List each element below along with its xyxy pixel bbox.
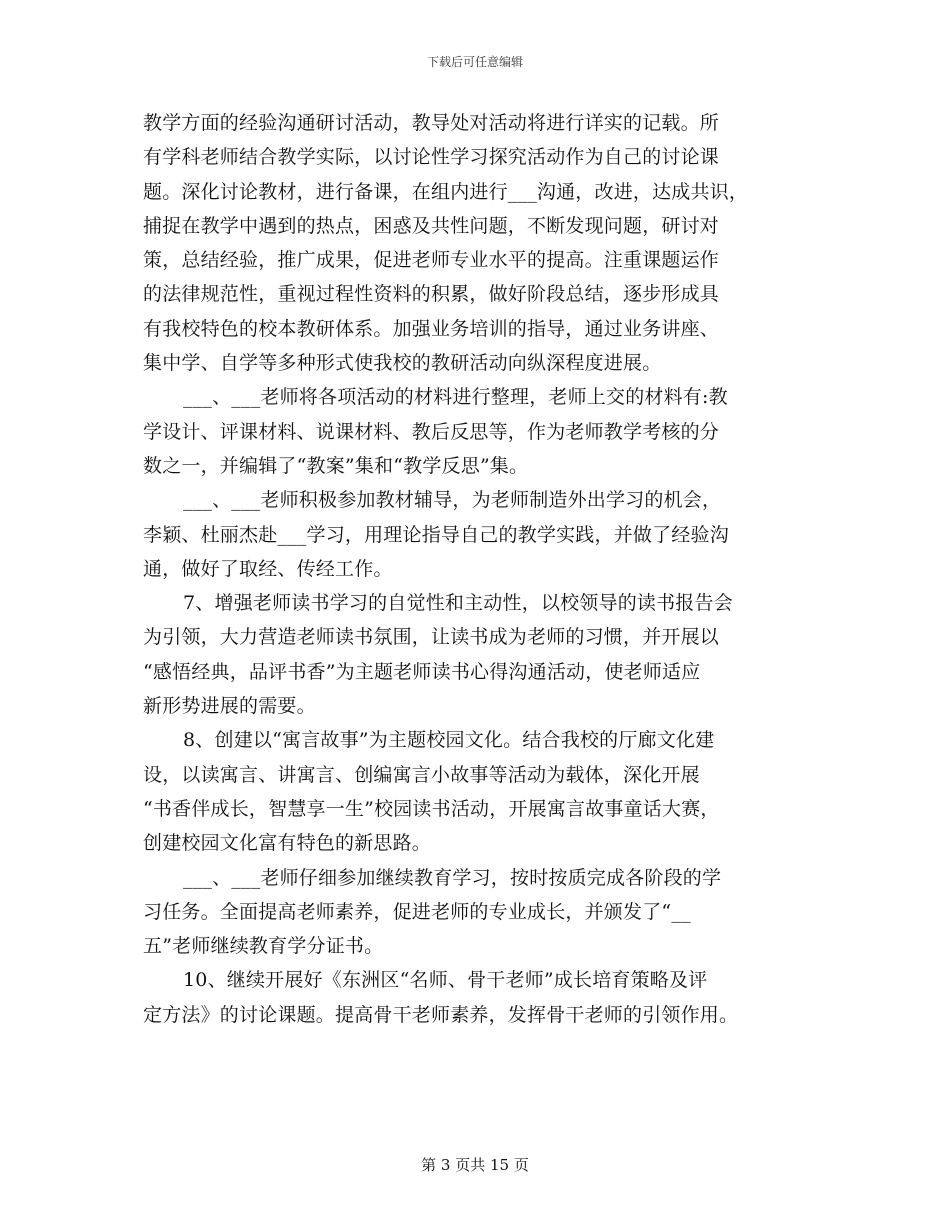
text-line: 教学方面的经验沟通研讨活动，教导处对活动将进行详实的记载。所: [143, 112, 720, 134]
text-line: 的法律规范性，重视过程性资料的积累，做好阶段总结，逐步形成具: [143, 283, 720, 306]
paragraph-start-line: 8、创建以“寓言故事”为主题校园文化。结合我校的厅廊文化建: [183, 729, 715, 752]
text-line: “书香伴成长，智慧享一生”校园读书活动，开展寓言故事童话大赛，: [143, 797, 720, 820]
text-line: 学设计、评课材料、说课材料、教后反思等，作为老师教学考核的分: [143, 420, 720, 443]
paragraph-start-line: 7、增强老师读书学习的自觉性和主动性，以校领导的读书报告会: [183, 592, 733, 615]
text-line: 有我校特色的校本教研体系。加强业务培训的指导，通过业务讲座、: [143, 317, 720, 340]
page-number: 第 3 页共 15 页: [421, 1156, 529, 1174]
paragraph-start-line: 10、继续开展好《东洲区“名师、骨干老师”成长培育策略及评: [183, 969, 708, 992]
paragraph-start-line: ___、___老师仔细参加继续教育学习，按时按质完成各阶段的学: [183, 866, 722, 889]
text-line: 定方法》的讨论课题。提高骨干老师素养，发挥骨干老师的引领作用。: [143, 1003, 739, 1026]
text-line: 五”老师继续教育学分证书。: [143, 935, 384, 958]
text-line: 题。深化讨论教材，进行备课，在组内进行___沟通，改进，达成共识，: [143, 180, 749, 203]
text-line: 通，做好了取经、传经工作。: [143, 557, 393, 580]
text-line: 李颖、杜丽杰赴___学习，用理论指导自己的教学实践，并做了经验沟: [143, 523, 729, 546]
text-line: 创建校园文化富有特色的新思路。: [143, 832, 432, 855]
text-line: 集中学、自学等多种形式使我校的教研活动向纵深程度进展。: [143, 352, 662, 375]
paragraph-start-line: ___、___老师积极参加教材辅导，为老师制造外出学习的机会，: [183, 489, 722, 512]
text-line: 有学科老师结合教学实际，以讨论性学习探究活动作为自己的讨论课: [143, 146, 720, 169]
document-body: [143, 106, 833, 1032]
text-line: 新形势进展的需要。: [143, 695, 316, 718]
text-line: 数之一，并编辑了“教案”集和“教学反思”集。: [143, 454, 529, 477]
text-line: “感悟经典，品评书香”为主题老师读书心得沟通活动，使老师适应: [143, 660, 701, 683]
text-line: 捕捉在教学中遇到的热点，困惑及共性问题，不断发现问题，研讨对: [143, 214, 720, 237]
text-line: 为引领，大力营造老师读书氛围，让读书成为老师的习惯，并开展以: [143, 626, 720, 649]
text-line: 习任务。全面提高老师素养，促进老师的专业成长，并颁发了“__: [143, 900, 691, 923]
text-line: 策，总结经验，推广成果，促进老师专业水平的提高。注重课题运作: [143, 249, 720, 272]
text-line: 设，以读寓言、讲寓言、创编寓言小故事等活动为载体，深化开展: [143, 763, 700, 786]
page-header: 下载后可任意编辑: [426, 55, 523, 69]
paragraph-start-line: ___、___老师将各项活动的材料进行整理，老师上交的材料有:教: [183, 386, 728, 409]
